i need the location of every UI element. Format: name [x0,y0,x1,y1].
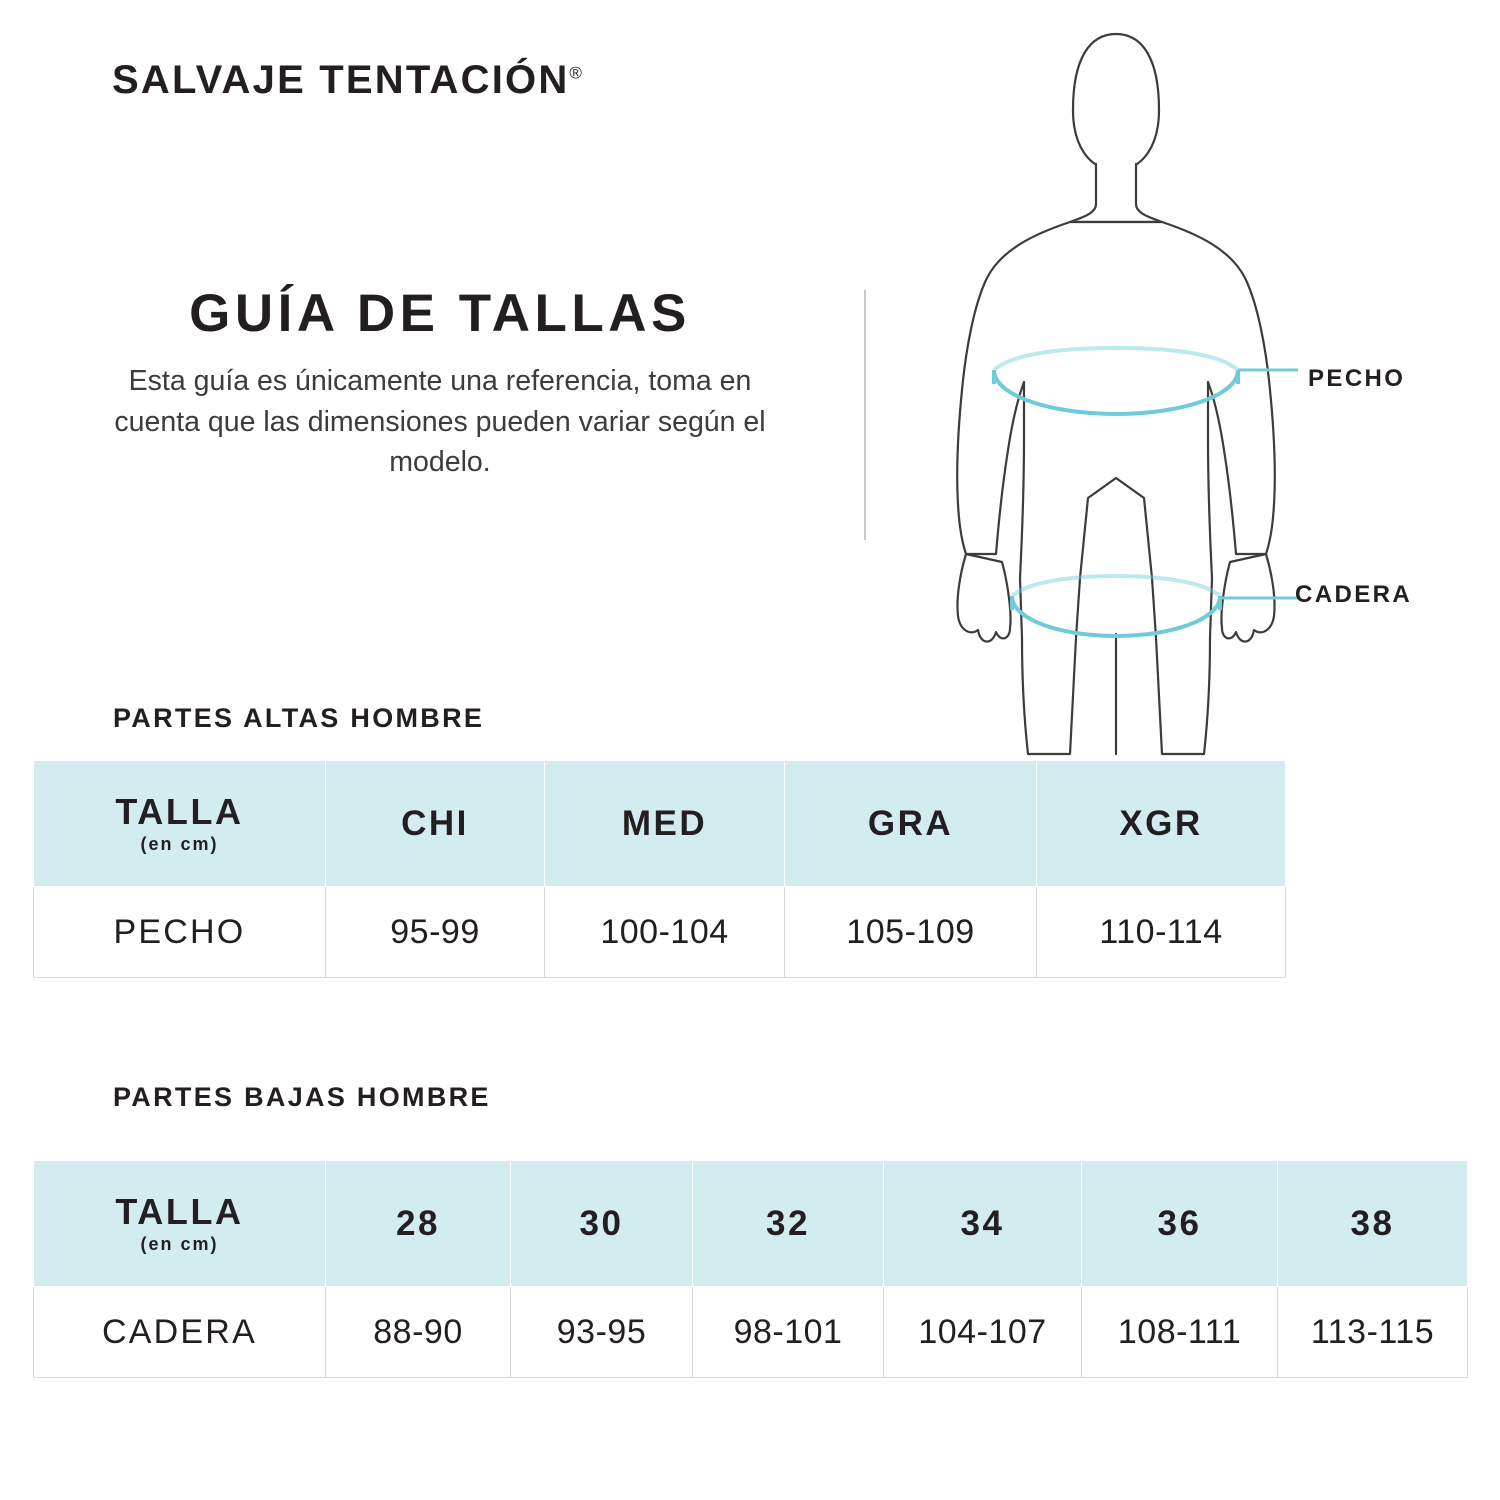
table-row [34,887,1286,978]
row-value: 113-115 [1278,1287,1468,1378]
table-partes-altas [33,760,1286,978]
row-value: 88-90 [326,1287,511,1378]
row-value: 108-111 [1082,1287,1278,1378]
row-value: 104-107 [884,1287,1082,1378]
header-cell-talla [34,761,326,887]
header-cell-size: 32 [693,1161,884,1287]
row-label: PECHO [34,887,326,978]
brand-name: SALVAJE TENTACIÓN [112,58,570,102]
header-cell-size: 30 [511,1161,693,1287]
table-header-row [34,1161,1468,1287]
section-heading-lower: PARTES BAJAS HOMBRE [113,1082,491,1112]
header-cell-size: 38 [1278,1161,1468,1287]
header-talla-text: TALLA [115,1191,244,1233]
section-heading-upper: PARTES ALTAS HOMBRE [113,703,485,733]
vertical-divider [864,290,866,540]
row-label: CADERA [34,1287,326,1378]
row-value: 110-114 [1037,887,1286,978]
brand-logo [112,58,582,103]
header-talla-text: TALLA [115,791,244,833]
row-value: 105-109 [785,887,1037,978]
table-header-row [34,761,1286,887]
row-value: 100-104 [545,887,785,978]
intro-block [60,285,820,483]
header-cell-size: GRA [785,761,1037,887]
table-partes-bajas [33,1160,1468,1378]
registered-mark: ® [569,63,582,83]
header-cell-size: CHI [326,761,545,887]
page-title: GUÍA DE TALLAS [189,284,691,343]
body-figure [930,18,1300,778]
table-row [34,1287,1468,1378]
header-cell-size: 34 [884,1161,1082,1287]
header-talla-unit: (en cm) [140,833,219,854]
header-cell-size: MED [545,761,785,887]
label-pecho: PECHO [1308,365,1406,392]
row-value: 93-95 [511,1287,693,1378]
header-cell-size: 36 [1082,1161,1278,1287]
label-cadera: CADERA [1295,581,1413,608]
row-value: 98-101 [693,1287,884,1378]
row-value: 95-99 [326,887,545,978]
header-cell-size: XGR [1037,761,1286,887]
header-cell-talla [34,1161,326,1287]
intro-description: Esta guía es únicamente una referencia, toma en cuenta que las dimensiones pueden variar según el modelo. [114,365,766,479]
header-cell-size: 28 [326,1161,511,1287]
header-talla-unit: (en cm) [140,1233,219,1254]
